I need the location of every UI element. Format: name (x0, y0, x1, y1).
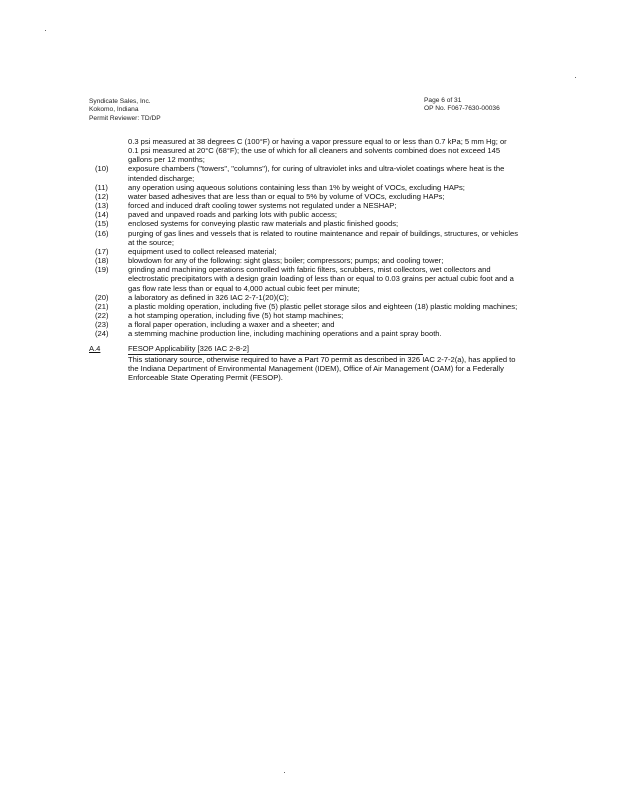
item-number: (11) (95, 182, 108, 192)
item-number: (13) (95, 201, 109, 211)
item-number: (15) (95, 219, 109, 229)
item-text: a hot stamping operation, including five (5) hot stamp machines; (128, 310, 344, 320)
list-item (89, 219, 519, 228)
item-list (89, 164, 519, 338)
item-number: (24) (95, 329, 109, 339)
section-body: This stationary source, otherwise required to have a Part 70 permit as described in 326 IAC 2-7-2(a), has applied to the Indiana Department of Environmental Management (IDEM), Office of Air Management (OAM) for a Federally Enforceable State Operating Permit (FESOP). (128, 354, 516, 382)
item-text: forced and induced draft cooling tower systems not regulated under a NESHAP; (128, 201, 397, 211)
item-text: a floral paper operation, including a waxer and a sheeter; and (128, 320, 335, 330)
header-page-number: Page 6 of 31 (424, 97, 462, 104)
list-item (89, 210, 519, 219)
item-text: equipment used to collect released material; (128, 246, 277, 256)
item-number: (17) (95, 246, 109, 256)
intro-continuation: 0.3 psi measured at 38 degrees C (100°F) or having a vapor pressure equal to or less than 0.7 kPa; 5 mm Hg; or 0.1 psi measured at 20°C (68°F); the use of which for all cleaners and solvents combined does not exceed 145 gallons per 12 months; (128, 137, 507, 165)
item-text: purging of gas lines and vessels that is related to routine maintenance and repair of buildings, structures, or vehicles at the source; (128, 228, 519, 247)
item-number: (14) (95, 210, 109, 220)
item-number: (23) (95, 320, 109, 330)
item-number: (12) (95, 191, 109, 201)
item-text: a plastic molding operation, including five (5) plastic pellet storage silos and eighteen (18) plastic molding machines; (128, 301, 518, 311)
item-number: (16) (95, 228, 109, 238)
item-text: a laboratory as defined in 326 IAC 2-7-1(20)(C); (128, 292, 289, 302)
item-text: grinding and machining operations controlled with fabric filters, scrubbers, mist collectors, wet collectors and electrostatic precipitators with a design grain loading of less than or equal to 0.03 grains per actual cubic foot and a gas flow rate less than or equal to 4,000 actual cubic feet per minute; (128, 265, 514, 293)
item-number: (19) (95, 265, 109, 275)
scan-speck (575, 77, 576, 78)
header-location: Kokomo, Indiana (89, 106, 139, 114)
item-text: water based adhesives that are less than or equal to 5% by volume of VOCs, excluding HAPs; (128, 191, 445, 201)
list-item (89, 320, 519, 329)
list-item (89, 201, 519, 210)
header-permit-number: OP No. F067-7630-00036 (424, 105, 500, 113)
item-text: a stemming machine production line, including machining operations and a paint spray booth. (128, 329, 442, 339)
list-item (89, 183, 519, 192)
header-company: Syndicate Sales, Inc. (89, 98, 151, 105)
list-item (89, 265, 519, 292)
list-item (89, 164, 519, 182)
section-number: A.4 (89, 344, 101, 354)
section-title: FESOP Applicability [326 IAC 2-8-2] (128, 344, 423, 354)
item-text: paved and unpaved roads and parking lots with public access; (128, 210, 337, 220)
item-text: any operation using aqueous solutions containing less than 1% by weight of VOCs, excluding HAPs; (128, 182, 465, 192)
item-number: (21) (95, 301, 109, 311)
list-item (89, 247, 519, 256)
item-number: (18) (95, 256, 109, 266)
list-item (89, 311, 519, 320)
list-item (89, 329, 519, 338)
list-item (89, 192, 519, 201)
item-text: exposure chambers ("towers", "columns"), for curing of ultraviolet inks and ultra-violet coatings where heat is the intended discharge; (128, 164, 505, 183)
item-text: blowdown for any of the following: sight glass; boiler; compressors; pumps; and cooling tower; (128, 256, 444, 266)
item-number: (20) (95, 292, 109, 302)
header-right (424, 97, 500, 114)
list-item (89, 229, 519, 247)
list-item (89, 293, 519, 302)
header-reviewer: Permit Reviewer: TD/DP (89, 114, 161, 122)
header-left (89, 98, 161, 123)
list-item (89, 256, 519, 265)
item-text: enclosed systems for conveying plastic raw materials and plastic finished goods; (128, 219, 399, 229)
item-number: (22) (95, 310, 109, 320)
scan-speck (45, 30, 46, 31)
body-text (89, 137, 519, 382)
item-number: (10) (95, 164, 109, 174)
scan-speck (284, 772, 285, 773)
list-item (89, 302, 519, 311)
section-heading (89, 344, 519, 354)
